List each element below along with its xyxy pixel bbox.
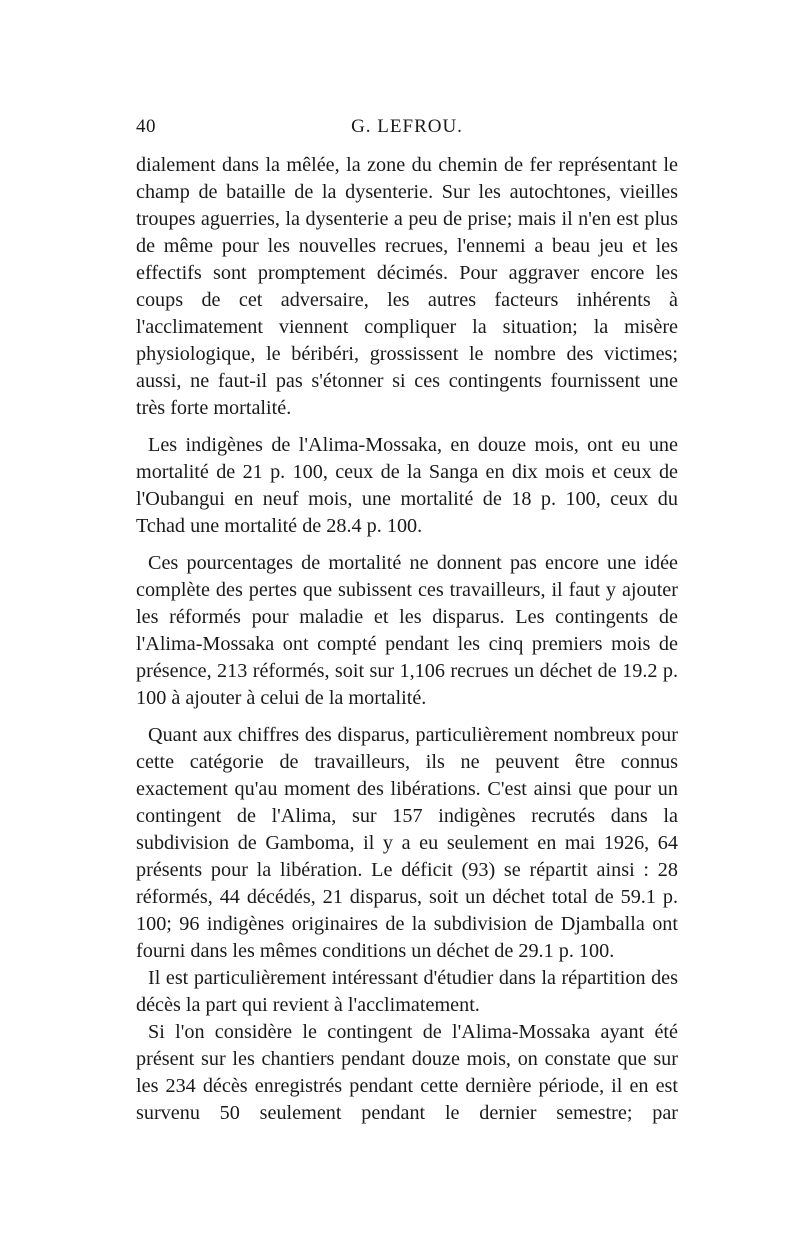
page: [136, 108, 678, 1127]
paragraph-4: Quant aux chiffres des disparus, particulièrement nombreux pour cette catégorie de travailleurs, ils ne peuvent être connus exactement qu'au moment des libérations. C'est ainsi que pour un contingent de l'Alima, sur 157 indigènes recrutés dans la subdivision de Gamboma, il y a eu seulement en mai 1926, 64 présents pour la libération. Le déficit (93) se répartit ainsi : 28 réformés, 44 décédés, 21 disparus, soit un déchet total de 59.1 p. 100; 96 indigènes originaires de la subdivision de Djamballa ont fourni dans les mêmes conditions un déchet de 29.1 p. 100.: [136, 724, 678, 962]
page-number: 40: [136, 116, 156, 137]
paragraph-2: Les indigènes de l'Alima-Mossaka, en douze mois, ont eu une mortalité de 21 p. 100, ceux de la Sanga en dix mois et ceux de l'Oubangui en neuf mois, une mortalité de 18 p. 100, ceux du Tchad une mortalité de 28.4 p. 100.: [136, 434, 678, 537]
body-text: [136, 152, 678, 1127]
running-head: [136, 108, 678, 142]
paragraph-6: Si l'on considère le contingent de l'Alima-Mossaka ayant été présent sur les chantiers pendant douze mois, on constate que sur les 234 décès enregistrés pendant cette dernière période, il en est survenu 50 seulement pendant le dernier semestre; par: [136, 1021, 678, 1124]
running-title: G. LEFROU.: [351, 116, 463, 137]
paragraph-1: dialement dans la mêlée, la zone du chemin de fer représentant le champ de bataille de la dysenterie. Sur les autochtones, vieilles troupes aguerries, la dysenterie a peu de prise; mais il n'en est plus de même pour les nouvelles recrues, l'ennemi a beau jeu et les effectifs sont promptement décimés. Pour aggraver encore les coups de cet adversaire, les autres facteurs inhérents à l'acclimatement viennent compliquer la situation; la misère physiologique, le béribéri, grossissent le nombre des victimes; aussi, ne faut-il pas s'étonner si ces contingents fournissent une très forte mortalité.: [136, 154, 678, 419]
paragraph-3: Ces pourcentages de mortalité ne donnent pas encore une idée complète des pertes que subissent ces travailleurs, il faut y ajouter les réformés pour maladie et les disparus. Les contingents de l'Alima-Mossaka ont compté pendant les cinq premiers mois de présence, 213 réformés, soit sur 1,106 recrues un déchet de 19.2 p. 100 à ajouter à celui de la mortalité.: [136, 552, 678, 709]
paragraph-5: Il est particulièrement intéressant d'étudier dans la répartition des décès la part qui revient à l'acclimatement.: [136, 967, 678, 1016]
